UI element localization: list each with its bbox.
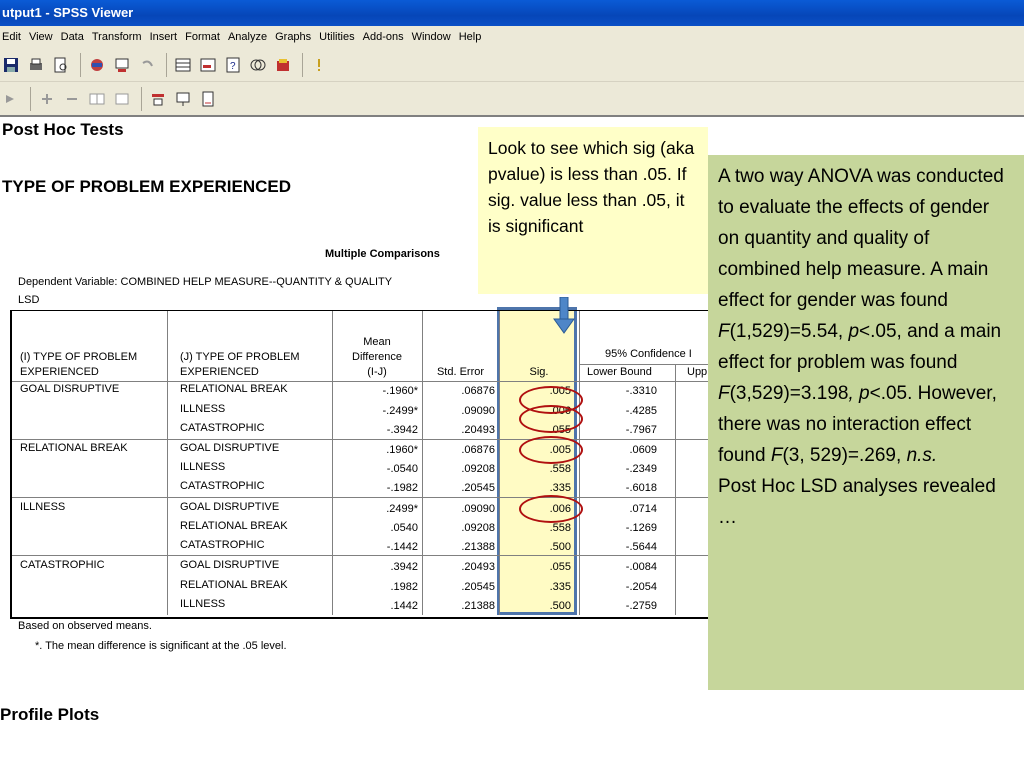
row-sig: .558 [549, 522, 571, 534]
menu-data[interactable]: Data [60, 31, 84, 43]
row-j-label: CATASTROPHIC [180, 480, 265, 492]
menu-help[interactable]: Help [458, 31, 482, 43]
designate-window-icon[interactable] [272, 54, 294, 76]
row-mean: .0540 [390, 522, 418, 534]
row-se: .06876 [461, 385, 495, 397]
significance-circle [519, 495, 583, 523]
toolbar-separator [141, 87, 142, 111]
header-mean-line3: (I-J) [367, 366, 387, 378]
show-icon[interactable] [86, 88, 108, 110]
print-preview-icon[interactable] [50, 54, 72, 76]
menu-insert[interactable]: Insert [149, 31, 178, 43]
significance-circle [519, 405, 583, 433]
header-mean-line2: Difference [352, 351, 402, 363]
row-lower: -.6018 [625, 482, 657, 494]
print-icon[interactable] [25, 54, 47, 76]
collapse-icon[interactable] [61, 88, 83, 110]
anova-summary-callout [708, 155, 1024, 690]
row-se: .09090 [461, 503, 495, 515]
outline-toolbar [0, 82, 1024, 116]
toolbar-separator [80, 53, 81, 77]
row-j-label: ILLNESS [180, 403, 226, 415]
row-sig: .500 [549, 541, 571, 553]
row-j-label: RELATIONAL BREAK [180, 520, 288, 532]
row-lower: -.1269 [625, 522, 657, 534]
row-se: .20545 [461, 581, 495, 593]
row-i-label: ILLNESS [20, 501, 66, 513]
row-sig: .006 [549, 503, 571, 515]
header-sig: Sig. [529, 366, 549, 378]
row-lower: -.2349 [625, 463, 657, 475]
toolbar-separator [302, 53, 303, 77]
main-toolbar [0, 48, 1024, 82]
menu-transform[interactable]: Transform [91, 31, 142, 43]
group-divider [12, 497, 732, 498]
profile-plots-heading: Profile Plots [0, 705, 100, 724]
row-se: .09208 [461, 522, 495, 534]
row-i-label: CATASTROPHIC [20, 559, 105, 571]
row-se: .06876 [461, 444, 495, 456]
row-se: .21388 [461, 541, 495, 553]
group-divider [12, 439, 732, 440]
row-mean: .3942 [390, 561, 418, 573]
toolbar-separator [166, 53, 167, 77]
header-std-error: Std. Error [436, 366, 485, 378]
dependent-variable-label: Dependent Variable: COMBINED HELP MEASURE--QUANTITY & QUALITY [18, 276, 393, 288]
row-lower: -.3310 [625, 385, 657, 397]
insert-title-icon[interactable] [172, 88, 194, 110]
export-icon[interactable] [86, 54, 108, 76]
footnote-based: Based on observed means. [18, 620, 152, 632]
group-divider [12, 555, 732, 556]
anova-summary-text: A two way ANOVA was conducted to evaluate the effects of gender on quantity and quality of combined help measure. A main effect for gender was found F(1,529)=5.54, p<.05, and a main effect for problem was found F(3,529)=3.198, p<.05. However, there was no interaction effect found F(3, 529)=.269, n.s. [718, 166, 1004, 466]
menu-utilities[interactable]: Utilities [319, 31, 355, 43]
header-divider [12, 381, 732, 382]
menu-bar [0, 26, 1024, 48]
row-j-label: RELATIONAL BREAK [180, 383, 288, 395]
table-title: Multiple Comparisons [325, 248, 440, 260]
row-i-label: GOAL DISRUPTIVE [20, 383, 120, 395]
row-se: .20493 [461, 561, 495, 573]
header-ci: 95% Confidence I [605, 348, 692, 360]
variable-heading: TYPE OF PROBLEM EXPERIENCED [2, 177, 292, 196]
row-j-label: GOAL DISRUPTIVE [180, 559, 280, 571]
row-lower: -.0084 [625, 561, 657, 573]
post-hoc-text: Post Hoc LSD analyses revealed … [718, 476, 996, 528]
row-sig: .005 [549, 444, 571, 456]
row-lower: -.7967 [625, 424, 657, 436]
table-vline [675, 364, 676, 615]
row-mean: -.2499* [382, 405, 418, 417]
header-j-line1: (J) TYPE OF PROBLEM [180, 351, 300, 363]
footnote-significance: *. The mean difference is significant at the .05 level. [35, 640, 287, 652]
menu-window[interactable]: Window [411, 31, 451, 43]
menu-analyze[interactable]: Analyze [227, 31, 268, 43]
row-j-label: CATASTROPHIC [180, 422, 265, 434]
header-upper-bound: Upp [687, 366, 708, 378]
row-mean: -.0540 [386, 463, 418, 475]
svg-text:?: ? [230, 60, 236, 72]
row-j-label: ILLNESS [180, 461, 226, 473]
row-mean: .1442 [390, 600, 418, 612]
row-sig: .055 [549, 561, 571, 573]
toolbar-separator [30, 87, 31, 111]
row-mean: -.1960* [382, 385, 418, 397]
significance-circle [519, 436, 583, 464]
window-title: utput1 - SPSS Viewer [0, 0, 1024, 26]
row-sig: .006 [549, 405, 571, 417]
row-lower: -.2054 [625, 581, 657, 593]
row-sig: .335 [549, 581, 571, 593]
post-hoc-heading: Post Hoc Tests [2, 120, 124, 139]
multiple-comparisons-table [10, 310, 732, 619]
go-to-data-icon[interactable] [172, 54, 194, 76]
save-icon[interactable] [0, 54, 22, 76]
toolbar-divider [0, 115, 1024, 117]
insert-text-icon[interactable] [197, 88, 219, 110]
row-sig: .558 [549, 463, 571, 475]
row-lower: .0714 [629, 503, 657, 515]
row-sig: .055 [549, 424, 571, 436]
row-se: .20545 [461, 482, 495, 494]
row-sig: .335 [549, 482, 571, 494]
sig-explanation-callout: Look to see which sig (aka pvalue) is less than .05. If sig. value less than .05, it is significant [478, 127, 708, 294]
method-label: LSD [18, 294, 40, 306]
row-lower: .0609 [629, 444, 657, 456]
header-lower-bound: Lower Bound [587, 366, 652, 378]
use-sets-icon[interactable] [247, 54, 269, 76]
row-lower: -.2759 [625, 600, 657, 612]
row-j-label: RELATIONAL BREAK [180, 579, 288, 591]
row-mean: .2499* [386, 503, 418, 515]
expand-icon[interactable] [36, 88, 58, 110]
menu-edit[interactable]: Edit [2, 31, 21, 43]
row-se: .20493 [461, 424, 495, 436]
row-mean: -.1442 [386, 541, 418, 553]
menu-addons[interactable]: Add-ons [362, 31, 404, 43]
variables-icon[interactable] [222, 54, 244, 76]
insert-heading-icon[interactable] [147, 88, 169, 110]
row-mean: .1960* [386, 444, 418, 456]
row-j-label: ILLNESS [180, 598, 226, 610]
row-mean: -.1982 [386, 482, 418, 494]
row-j-label: GOAL DISRUPTIVE [180, 501, 280, 513]
row-j-label: CATASTROPHIC [180, 539, 265, 551]
header-j-line2: EXPERIENCED [180, 366, 259, 378]
row-se: .09208 [461, 463, 495, 475]
row-lower: -.4285 [625, 405, 657, 417]
row-mean: .1982 [390, 581, 418, 593]
arrow-right-icon[interactable] [0, 88, 22, 110]
row-j-label: GOAL DISRUPTIVE [180, 442, 280, 454]
header-mean-line1: Mean [363, 336, 391, 348]
row-i-label: RELATIONAL BREAK [20, 442, 128, 454]
menu-graphs[interactable]: Graphs [275, 31, 312, 43]
row-sig: .500 [549, 600, 571, 612]
row-se: .09090 [461, 405, 495, 417]
row-se: .21388 [461, 600, 495, 612]
menu-format[interactable]: Format [185, 31, 220, 43]
recall-dialog-icon[interactable] [111, 54, 133, 76]
header-i-line2: EXPERIENCED [20, 366, 99, 378]
menu-view[interactable]: View [28, 31, 53, 43]
table-vline [167, 311, 168, 615]
go-to-case-icon[interactable] [197, 54, 219, 76]
undo-icon[interactable] [136, 54, 158, 76]
row-sig: .005 [549, 385, 571, 397]
hide-icon[interactable] [111, 88, 133, 110]
alert-icon[interactable] [308, 54, 330, 76]
row-mean: -.3942 [386, 424, 418, 436]
row-lower: -.5644 [625, 541, 657, 553]
header-i-line1: (I) TYPE OF PROBLEM [20, 351, 138, 363]
down-arrow-icon [553, 297, 575, 334]
